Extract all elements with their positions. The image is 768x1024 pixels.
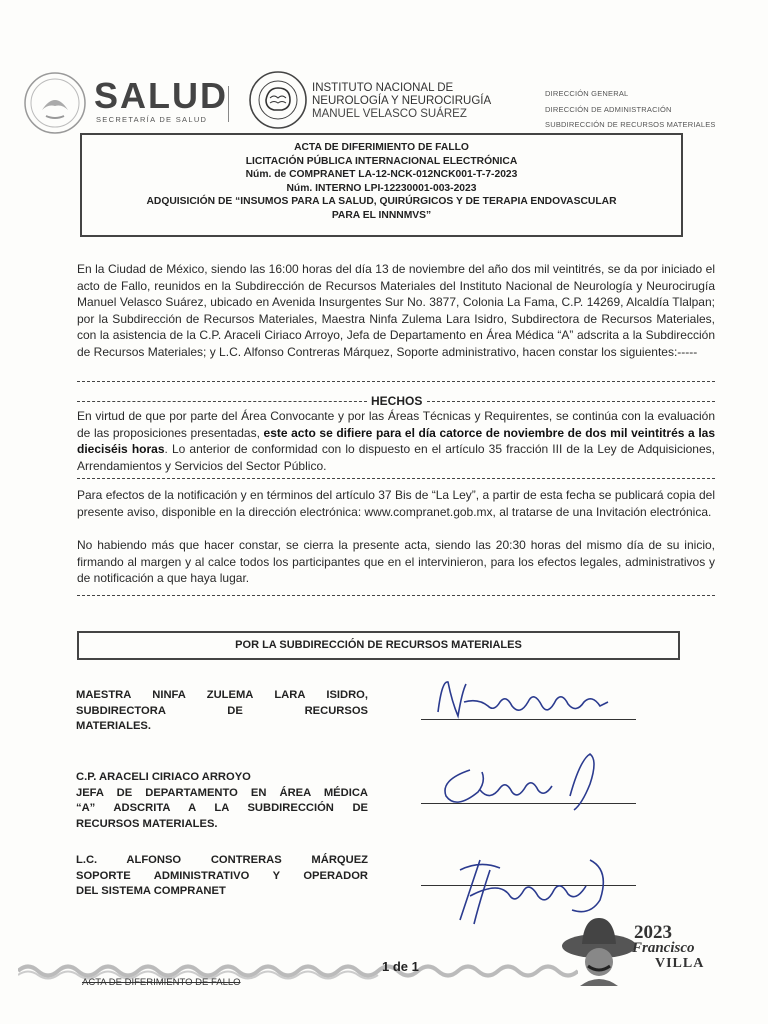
hechos-paragraph (77, 408, 715, 474)
hechos-text-2: . Lo anterior de conformidad con lo dispuesto en el artículo 35 fracción III de la Ley de Adquisiciones, Arrendamientos y Servicios del Sector Público. (77, 442, 715, 473)
signatory-2-line-2: JEFA DE DEPARTAMENTO EN ÁREA MÉDICA (76, 786, 368, 799)
mexico-coat-of-arms-icon (22, 70, 88, 136)
title-line-3: Núm. de COMPRANET LA-12-NCK-012NCK001-T-7-2023 (245, 169, 518, 181)
header-divider (228, 86, 229, 122)
title-line-6: PARA EL INNNMVS” (331, 209, 432, 221)
title-line-1: ACTA DE DIFERIMIENTO DE FALLO (294, 142, 469, 153)
signatory-3-line-3: DEL SISTEMA COMPRANET (76, 885, 226, 897)
title-line-2: LICITACIÓN PÚBLICA INTERNACIONAL ELECTRÓNICA (245, 155, 518, 167)
direction-line-1: DIRECCIÓN GENERAL (545, 89, 629, 98)
institute-line-1: INSTITUTO NACIONAL DE (312, 82, 454, 94)
salud-logo-title: SALUD (94, 75, 228, 116)
signatory-1-line-2: SUBDIRECTORA DE RECURSOS (76, 704, 368, 717)
hechos-text-1: En virtud de que por parte del Área Convocante y por las Áreas Técnicas y Requirentes, se continúa con la evaluación de las proposiciones presentadas, (77, 409, 715, 440)
dash-separator (77, 381, 715, 382)
direction-block (545, 86, 716, 133)
commemorative-name-2: VILLA (655, 956, 705, 971)
institute-line-3: MANUEL VELASCO SUÁREZ (312, 108, 467, 120)
signatory-3-line-1: L.C. ALFONSO CONTRERAS MÁRQUEZ (76, 854, 368, 866)
title-line-5: ADQUISICIÓN DE “INSUMOS PARA LA SALUD, QUIRÚRGICOS Y DE TERAPIA ENDOVASCULAR (146, 196, 617, 208)
signatory-2 (76, 770, 368, 832)
innn-seal-icon (248, 70, 308, 130)
sombrero-portrait-icon (560, 912, 638, 986)
hechos-heading-row (77, 394, 715, 408)
direction-line-3: SUBDIRECCIÓN DE RECURSOS MATERIALES (545, 120, 716, 129)
closing-paragraph: No habiendo más que hacer constar, se cierra la presente acta, siendo las 20:30 horas del mismo día de su inicio, firmando al margen y al calce todos los participantes que en el intervinieron, para los efectos legales, administrativos y de notificación a que haya lugar. (77, 538, 715, 586)
signatory-3-line-2: SOPORTE ADMINISTRATIVO Y OPERADOR (76, 869, 368, 882)
notification-paragraph: Para efectos de la notificación y en términos del artículo 37 Bis de “La Ley”, a partir de esta fecha se publicará copia del presente aviso, disponible en la dirección electrónica: www.compranet.gob.mx, al tratarse de una Invitación electrónica. (77, 488, 715, 519)
dash-separator (77, 478, 715, 479)
document-title-box (80, 133, 683, 237)
hechos-heading: HECHOS (371, 394, 423, 408)
signature-1 (428, 672, 628, 728)
signatory-2-line-1: C.P. ARACELI CIRIACO ARROYO (76, 771, 251, 783)
commemorative-name-1: Francisco (632, 940, 695, 956)
section-title-box: POR LA SUBDIRECCIÓN DE RECURSOS MATERIALES (77, 631, 680, 660)
dash-separator (77, 595, 715, 596)
direction-line-2: DIRECCIÓN DE ADMINISTRACIÓN (545, 104, 672, 114)
commemorative-year: 2023 (634, 922, 672, 943)
signature-2 (430, 740, 620, 820)
signatory-1 (76, 688, 368, 735)
signatory-3 (76, 853, 368, 900)
page-number: 1 de 1 (382, 959, 419, 974)
institute-name (312, 82, 491, 121)
signatory-2-line-4: RECURSOS MATERIALES. (76, 817, 218, 830)
signatory-2-line-3: “A” ADSCRITA A LA SUBDIRECCIÓN DE (76, 802, 368, 814)
institute-line-2: NEUROLOGÍA Y NEUROCIRUGÍA (312, 95, 492, 107)
footer-document-name: ACTA DE DIFERIMIENTO DE FALLO (82, 977, 241, 988)
signatory-1-line-1: MAESTRA NINFA ZULEMA LARA ISIDRO, (76, 689, 368, 701)
intro-paragraph: En la Ciudad de México, siendo las 16:00 horas del día 13 de noviembre del año dos mil veintitrés, se da por iniciado el acto de Fallo, reunidos en la Subdirección de Recursos Materiales del Instituto Nacional de Neurología y Neurocirugía Manuel Velasco Suárez, ubicado en Avenida Insurgentes Sur No. 3877, Colonia La Fama, C.P. 14269, Alcaldía Tlalpan; por la Subdirección de Recursos Materiales, Maestra Ninfa Zulema Lara Isidro, Subdirectora de Recursos Materiales, con la asistencia de la C.P. Araceli Ciriaco Arroyo, Jefa de Departamento en Área Médica “A” adscrita a la Subdirección de Recursos Materiales; y L.C. Alfonso Contreras Márquez, Soporte administrativo, hacen constar los siguientes:----- (77, 262, 715, 359)
signatory-1-line-3: MATERIALES. (76, 720, 151, 732)
salud-logo-subtitle: SECRETARÍA DE SALUD (96, 115, 208, 124)
title-line-4: Núm. INTERNO LPI-12230001-003-2023 (286, 182, 477, 194)
hechos-text-bold: este acto se difiere para el día catorce de noviembre de dos mil veintitrés a las dieciséis horas (77, 425, 715, 457)
